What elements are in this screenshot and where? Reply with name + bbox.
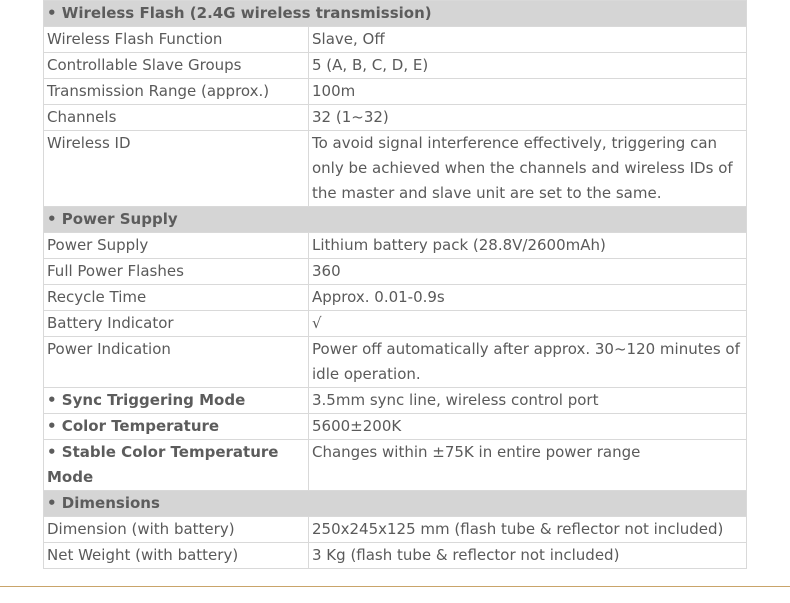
- table-row: [44, 285, 747, 311]
- table-row: [44, 440, 747, 491]
- table-row: [44, 388, 747, 414]
- spec-label: Recycle Time: [44, 285, 309, 311]
- spec-label: Net Weight (with battery): [44, 543, 309, 569]
- spec-value: √: [309, 311, 747, 337]
- spec-value: 32 (1~32): [309, 105, 747, 131]
- spec-label: Dimension (with battery): [44, 517, 309, 543]
- spec-value: 3.5mm sync line, wireless control port: [309, 388, 747, 414]
- spec-value: 5600±200K: [309, 414, 747, 440]
- table-row: [44, 131, 747, 207]
- table-row: [44, 517, 747, 543]
- spec-value: Power off automatically after approx. 30~120 minutes of idle operation.: [309, 337, 747, 388]
- table-row: [44, 79, 747, 105]
- spec-value: 250x245x125 mm (flash tube & reflector not included): [309, 517, 747, 543]
- spec-label: Power Indication: [44, 337, 309, 388]
- spec-value: 5 (A, B, C, D, E): [309, 53, 747, 79]
- table-row: [44, 105, 747, 131]
- spec-label: Wireless ID: [44, 131, 309, 207]
- table-row: [44, 27, 747, 53]
- footer-divider: [0, 586, 790, 587]
- spec-label: Full Power Flashes: [44, 259, 309, 285]
- spec-label-sync-triggering: • Sync Triggering Mode: [44, 388, 309, 414]
- spec-label: Channels: [44, 105, 309, 131]
- spec-value: 100m: [309, 79, 747, 105]
- spec-value: 360: [309, 259, 747, 285]
- spec-label: Wireless Flash Function: [44, 27, 309, 53]
- spec-label-color-temperature: • Color Temperature: [44, 414, 309, 440]
- table-row: [44, 337, 747, 388]
- spec-label: Transmission Range (approx.): [44, 79, 309, 105]
- spec-value: Lithium battery pack (28.8V/2600mAh): [309, 233, 747, 259]
- table-row: [44, 53, 747, 79]
- specifications-table: [43, 0, 747, 569]
- section-heading-power-supply: • Power Supply: [44, 207, 747, 233]
- spec-value: Changes within ±75K in entire power range: [309, 440, 747, 491]
- table-row: [44, 543, 747, 569]
- spec-value: To avoid signal interference effectively, triggering can only be achieved when the channels and wireless IDs of the master and slave unit are set to the same.: [309, 131, 747, 207]
- table-row: [44, 233, 747, 259]
- section-heading-wireless-flash: • Wireless Flash (2.4G wireless transmission): [44, 1, 747, 27]
- table-row: [44, 259, 747, 285]
- spec-label: Controllable Slave Groups: [44, 53, 309, 79]
- section-header-row: [44, 1, 747, 27]
- table-row: [44, 414, 747, 440]
- spec-label-stable-color-temperature: • Stable Color Temperature Mode: [44, 440, 309, 491]
- spec-value: Slave, Off: [309, 27, 747, 53]
- section-header-row: [44, 207, 747, 233]
- spec-value: Approx. 0.01-0.9s: [309, 285, 747, 311]
- section-heading-dimensions: • Dimensions: [44, 491, 747, 517]
- section-header-row: [44, 491, 747, 517]
- spec-value: 3 Kg (flash tube & reflector not included): [309, 543, 747, 569]
- spec-label: Battery Indicator: [44, 311, 309, 337]
- spec-label: Power Supply: [44, 233, 309, 259]
- table-row: [44, 311, 747, 337]
